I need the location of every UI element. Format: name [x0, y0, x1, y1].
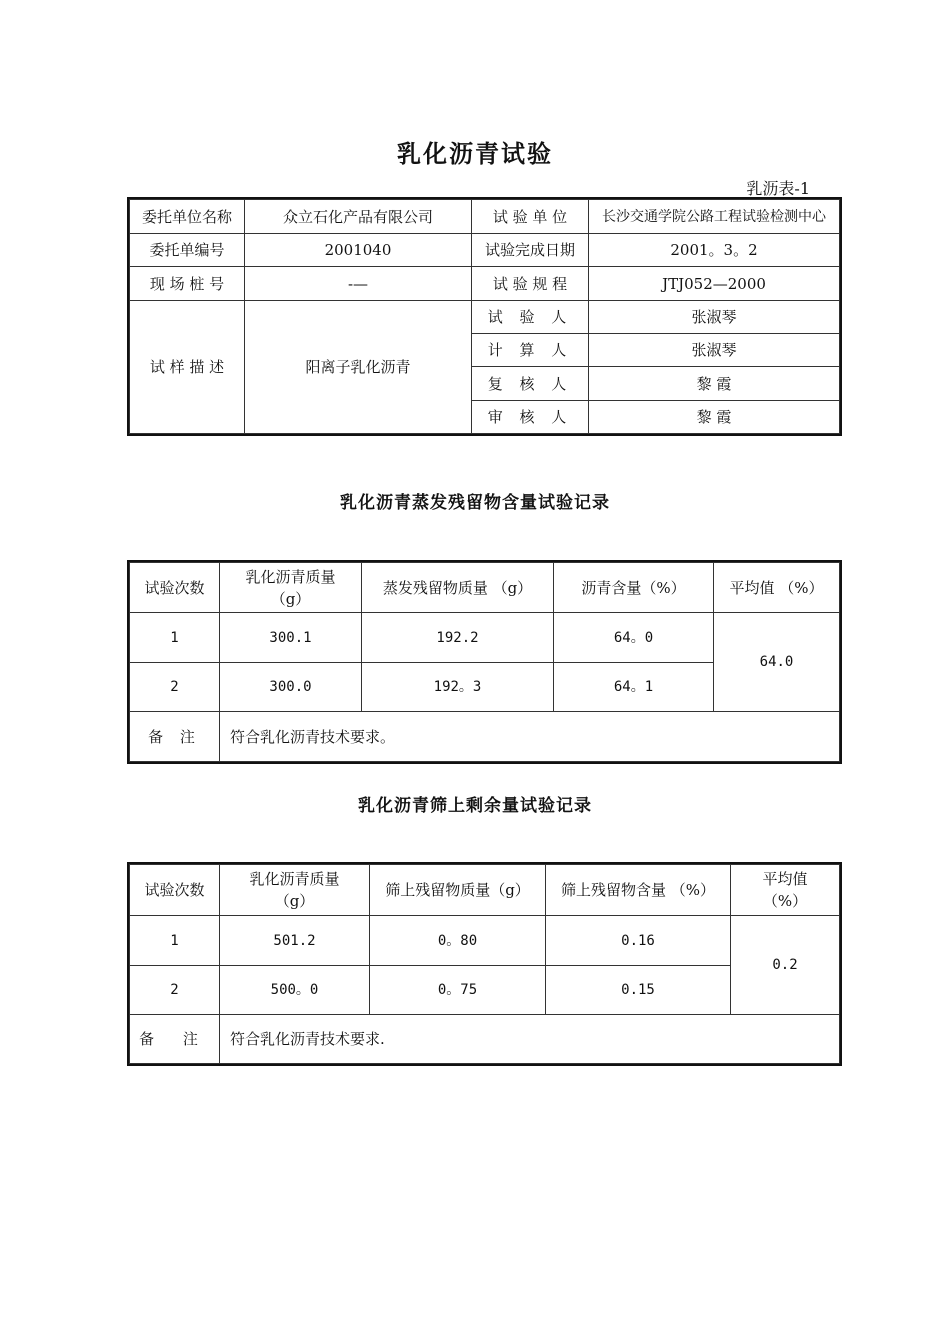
evap-header: 乳化沥青质量（g）	[220, 563, 362, 613]
sample-value: 阳离子乳化沥青	[245, 301, 472, 434]
sieve-table	[129, 864, 840, 1064]
evap-cell: 300.1	[220, 613, 362, 663]
evap-remark: 符合乳化沥青技术要求。	[220, 712, 840, 762]
evap-cell: 64。1	[554, 663, 714, 712]
done-date-value: 2001。3。2	[589, 234, 840, 267]
sieve-cell: 1	[130, 916, 220, 966]
evap-header: 试验次数	[130, 563, 220, 613]
sieve-section-title: 乳化沥青筛上剩余量试验记录	[358, 796, 592, 816]
review-label: 复 核 人	[472, 367, 589, 401]
client-value: 众立石化产品有限公司	[245, 200, 472, 234]
order-no-value: 2001040	[245, 234, 472, 267]
evap-header: 沥青含量（%）	[554, 563, 714, 613]
evap-cell: 1	[130, 613, 220, 663]
calc-value: 张淑琴	[589, 334, 840, 367]
evap-cell: 64。0	[554, 613, 714, 663]
form-number: 乳沥表-1	[746, 179, 810, 198]
evap-header: 蒸发残留物质量 （g）	[362, 563, 554, 613]
info-table	[129, 199, 840, 434]
sieve-cell: 0.15	[546, 966, 731, 1015]
evap-section-title: 乳化沥青蒸发残留物含量试验记录	[340, 493, 610, 513]
spec-label: 试 验 规 程	[472, 267, 589, 301]
sample-label: 试 样 描 述	[130, 301, 245, 434]
sieve-cell: 500。0	[220, 966, 370, 1015]
sieve-cell: 2	[130, 966, 220, 1015]
evap-cell: 2	[130, 663, 220, 712]
sieve-remark: 符合乳化沥青技术要求.	[220, 1015, 840, 1064]
audit-value: 黎 霞	[589, 401, 840, 434]
evap-cell: 192.2	[362, 613, 554, 663]
review-value: 黎 霞	[589, 367, 840, 401]
sieve-header: 平均值（%）	[731, 865, 840, 916]
audit-label: 审 核 人	[472, 401, 589, 434]
order-no-label: 委托单编号	[130, 234, 245, 267]
tester-label: 试 验 人	[472, 301, 589, 334]
test-unit-value: 长沙交通学院公路工程试验检测中心	[589, 200, 840, 234]
sieve-header: 筛上残留物含量 （%）	[546, 865, 731, 916]
evap-table	[129, 562, 840, 762]
done-date-label: 试验完成日期	[472, 234, 589, 267]
evap-cell: 300.0	[220, 663, 362, 712]
evap-remark-label: 备 注	[130, 712, 220, 762]
tester-value: 张淑琴	[589, 301, 840, 334]
sieve-average: 0.2	[731, 916, 840, 1015]
client-label: 委托单位名称	[130, 200, 245, 234]
spec-value: JTJ052—2000	[589, 267, 840, 301]
evap-average: 64.0	[714, 613, 840, 712]
sieve-header: 乳化沥青质量（g）	[220, 865, 370, 916]
station-value: -—	[245, 267, 472, 301]
sieve-cell: 0。80	[370, 916, 546, 966]
sieve-cell: 0.16	[546, 916, 731, 966]
sieve-header: 试验次数	[130, 865, 220, 916]
sieve-cell: 501.2	[220, 916, 370, 966]
page-title: 乳化沥青试验	[397, 139, 553, 168]
evap-cell: 192。3	[362, 663, 554, 712]
sieve-remark-label: 备 注	[130, 1015, 220, 1064]
station-label: 现 场 桩 号	[130, 267, 245, 301]
evap-header: 平均值 （%）	[714, 563, 840, 613]
sieve-header: 筛上残留物质量（g）	[370, 865, 546, 916]
calc-label: 计 算 人	[472, 334, 589, 367]
test-unit-label: 试 验 单 位	[472, 200, 589, 234]
sieve-cell: 0。75	[370, 966, 546, 1015]
